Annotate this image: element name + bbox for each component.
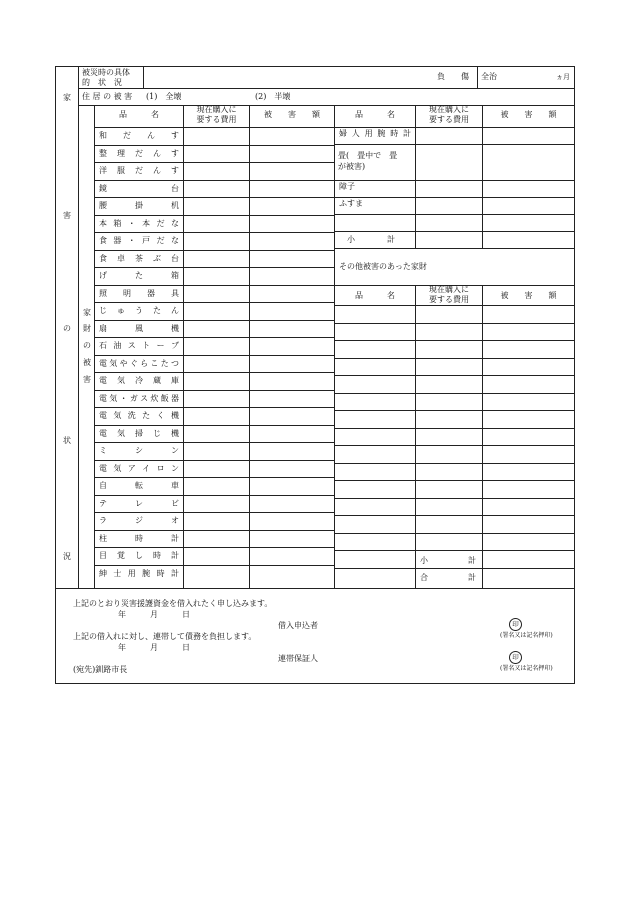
right-item-1 [339, 130, 411, 138]
col-line-l1 [183, 105, 184, 588]
right-row-line [334, 231, 574, 232]
label-char: 自 [99, 481, 107, 490]
label-char: ん [153, 148, 161, 158]
right-row-line [334, 428, 574, 429]
left-row-line [94, 460, 334, 461]
right-row-line [334, 127, 574, 128]
right-row-line [334, 445, 574, 446]
right-item-2-line1: 畳( 畳中で 畳 [338, 151, 398, 160]
right-row-line [334, 323, 574, 324]
right-row-line [334, 248, 574, 249]
header-damage-right-2: 被 害 額 [500, 291, 557, 300]
label-char: ・ [127, 218, 136, 228]
label-char: 電 [99, 411, 107, 420]
right-row-line [334, 533, 574, 534]
label-char: テ [99, 498, 107, 508]
right-row-line [334, 515, 574, 516]
right-item-3: 障子 [339, 182, 355, 191]
header-item-right-2: 品 名 [355, 291, 395, 300]
left-row-line [94, 250, 334, 251]
right-subtotal-2: 小 計 [420, 556, 476, 565]
other-items-label: その他被害のあった家財 [339, 262, 427, 271]
left-row-line [94, 390, 334, 391]
footer-date-1: 年 月 日 [118, 610, 190, 619]
label-char: 電 [99, 393, 107, 403]
label-char: レ [135, 498, 143, 508]
label-char: 本 [99, 218, 107, 228]
label-jou: 状 [63, 436, 71, 445]
label-char: ブ [170, 341, 179, 350]
label-char: 照 [99, 288, 107, 298]
label-char: た [142, 411, 151, 420]
label-char: ス [127, 341, 136, 350]
label-char: ー [156, 341, 165, 350]
label-char: 飯 [160, 393, 169, 403]
label-char: 計 [402, 129, 411, 138]
injury-unit: ヵ月 [556, 73, 570, 81]
injury-label: 負 傷 [437, 72, 469, 81]
frame-top [55, 66, 575, 67]
right-row-line [334, 375, 574, 376]
right-total: 合 計 [420, 573, 476, 582]
right-row-line [334, 480, 574, 481]
footer-addressee: (宛先)釧路市長 [73, 665, 128, 674]
left-row-line [94, 547, 334, 548]
label-char: 茶 [135, 253, 143, 263]
label-char: た [135, 271, 143, 280]
left-item-label [99, 272, 179, 280]
table-bottom [55, 588, 575, 589]
left-item-label [99, 430, 179, 438]
label-char: 電 [99, 358, 107, 368]
left-row-line [94, 372, 334, 373]
inner-gai: 害 [83, 375, 91, 384]
right-row-line [334, 463, 574, 464]
left-row-line [94, 407, 334, 408]
label-gai: 害 [63, 211, 71, 220]
left-row-line [94, 145, 334, 146]
left-row-line [94, 320, 334, 321]
label-char: 機 [170, 411, 179, 420]
inner-zai: 財 [83, 324, 91, 333]
label-char: ビ [171, 498, 179, 508]
label-char: 機 [171, 323, 179, 333]
label-char: ン [171, 446, 179, 455]
label-char: く [156, 411, 165, 420]
label-char: ジ [135, 516, 143, 525]
label-char: 腕 [142, 568, 151, 578]
label-char: 士 [113, 568, 122, 578]
label-char: 時 [135, 533, 143, 543]
label-char: た [160, 358, 169, 368]
right-row-line [334, 340, 574, 341]
label-char: 腕 [377, 129, 386, 138]
label-char: 気 [109, 358, 118, 368]
left-row-line [94, 425, 334, 426]
label-char: 時 [153, 551, 161, 560]
label-no: の [63, 324, 71, 333]
label-char: や [119, 358, 128, 368]
left-item-label [99, 500, 179, 508]
right-row-line [334, 568, 574, 569]
left-item-label [99, 167, 179, 175]
label-char: な [170, 218, 179, 228]
label-char: 鏡 [99, 183, 107, 193]
left-row-line [94, 162, 334, 163]
left-item-label [99, 482, 179, 490]
footer-guarantor-label: 連帯保証人 [278, 654, 318, 663]
label-ka: 家 [63, 93, 71, 102]
label-char: 腰 [99, 201, 107, 210]
label-char: 箱 [113, 218, 122, 228]
label-char: 石 [99, 341, 107, 350]
label-char: 油 [113, 341, 122, 350]
left-item-label [99, 150, 179, 158]
label-char: 具 [171, 288, 179, 298]
label-char: 電 [99, 463, 107, 473]
label-char: ト [142, 341, 151, 350]
label-char: つ [170, 358, 179, 368]
label-char: 計 [171, 533, 179, 543]
frame-left [55, 66, 56, 684]
label-char: だ [135, 166, 143, 175]
label-char: オ [171, 516, 179, 525]
left-row-line [94, 565, 334, 566]
right-row-line [334, 393, 574, 394]
header-cost-right-2: 要する費用 [429, 115, 469, 124]
label-char: 台 [171, 183, 179, 193]
label-char: 計 [170, 568, 179, 578]
left-item-label [99, 220, 179, 228]
injury-value: 全治 [481, 72, 497, 81]
label-char: 転 [135, 481, 143, 490]
label-char: ス [140, 393, 149, 403]
header-bottom-left [94, 127, 334, 128]
label-char: 気 [113, 411, 122, 420]
label-char: 機 [171, 428, 179, 438]
left-item-label [99, 465, 179, 473]
label-char: 炊 [150, 393, 159, 403]
header-cost-right2-1: 現在購入に [429, 285, 469, 294]
right-row-line [334, 410, 574, 411]
label-char: 掃 [135, 428, 143, 438]
injury-divider [477, 66, 478, 88]
left-item-label [99, 290, 179, 298]
inner-hi: 被 [83, 358, 91, 367]
label-char: 用 [127, 568, 136, 578]
label-char: じ [99, 306, 107, 315]
frame-bottom [55, 683, 575, 684]
desc-label-divider [143, 66, 144, 88]
label-char: ぶ [153, 253, 161, 263]
right-row-line [334, 305, 574, 306]
left-row-line [94, 337, 334, 338]
label-char: 時 [390, 129, 399, 138]
left-item-label [99, 237, 179, 245]
col-line-l2 [249, 105, 250, 588]
label-char: 服 [117, 166, 125, 175]
label-kyou: 況 [63, 552, 71, 561]
col-line-label [78, 66, 79, 588]
label-char: 気 [117, 376, 125, 385]
label-char: 掛 [135, 201, 143, 210]
desc-label-line1: 被災時の具体 [82, 68, 130, 77]
left-row-line [94, 232, 334, 233]
left-item-label [99, 395, 179, 403]
label-char: 時 [156, 568, 165, 578]
label-char: ・ [119, 393, 128, 403]
header-item-right: 品 名 [355, 110, 395, 119]
label-char: 戸 [142, 236, 151, 245]
label-char: 計 [171, 551, 179, 560]
left-row-line [94, 442, 334, 443]
right-row-line [334, 498, 574, 499]
label-char: 車 [171, 481, 179, 490]
inner-no: の [83, 341, 91, 350]
label-char: 箱 [171, 271, 179, 280]
seal-mark-1: 印 [509, 618, 522, 631]
seal-mark-2: 印 [509, 651, 522, 664]
label-char: 紳 [99, 568, 107, 578]
label-char: だ [156, 218, 165, 228]
frame-right [574, 66, 575, 684]
label-char: ん [147, 131, 155, 140]
header-damage-left: 被 害 額 [264, 110, 320, 119]
label-char: 机 [171, 201, 179, 210]
desc-label-line2: 的 状 況 [82, 78, 122, 87]
left-row-line [94, 215, 334, 216]
label-char: す [171, 166, 179, 175]
right-row-line [334, 180, 574, 181]
label-char: 和 [99, 131, 107, 140]
label-char: 庫 [171, 376, 179, 385]
label-char: 明 [123, 288, 131, 298]
top-row-bottom [78, 88, 575, 89]
label-char: イ [142, 463, 151, 473]
label-char: ミ [99, 446, 107, 455]
left-row-line [94, 302, 334, 303]
label-char: 風 [135, 323, 143, 333]
right-subtotal: 小 計 [347, 235, 395, 244]
right-row-line [334, 214, 574, 215]
label-char: ・ [127, 236, 136, 245]
label-char: だ [156, 236, 165, 245]
label-char: 器 [147, 288, 155, 298]
label-char: う [135, 306, 143, 315]
header-damage-right: 被 害 額 [500, 110, 557, 119]
left-row-line [94, 530, 334, 531]
footer-guarantee-text: 上記の借入れに対し、連帯して債務を負担します。 [73, 632, 257, 641]
sign-note-2: (署名又は記名押印) [500, 665, 553, 672]
label-char: 洋 [99, 166, 107, 175]
label-char: な [170, 236, 179, 245]
footer-request-text: 上記のとおり災害援護資金を借入れたく申し込みます。 [73, 599, 273, 608]
label-char: 婦 [339, 129, 347, 138]
label-char: 柱 [99, 533, 107, 543]
label-char: ガ [129, 393, 138, 403]
label-char: 用 [364, 129, 373, 138]
label-char: 洗 [127, 411, 136, 420]
left-row-line [94, 197, 334, 198]
left-item-label [99, 517, 179, 525]
label-char: だ [123, 131, 131, 140]
label-char: じ [153, 428, 161, 438]
label-char: し [135, 551, 143, 560]
label-char: 食 [99, 253, 107, 263]
label-char: す [171, 148, 179, 158]
header-cost-left-2: 要する費用 [196, 115, 237, 124]
label-char: ん [171, 306, 179, 315]
footer-date-2: 年 月 日 [118, 643, 190, 652]
sign-note-1: (署名又は記名押印) [500, 632, 553, 639]
header-cost-left-1: 現在購入に [196, 105, 237, 114]
left-item-label [99, 325, 179, 333]
label-char: 理 [117, 148, 125, 158]
left-row-line [94, 512, 334, 513]
label-char: 気 [109, 393, 118, 403]
left-row-line [94, 180, 334, 181]
label-char: ゅ [117, 306, 125, 315]
header-cost-right-1: 現在購入に [429, 105, 469, 114]
label-char: ら [140, 358, 149, 368]
right-row-line [334, 550, 574, 551]
housing-row-bottom [78, 105, 575, 106]
left-item-label [99, 255, 179, 263]
label-char: 卓 [117, 253, 125, 263]
left-row-line [94, 267, 334, 268]
label-char: だ [135, 148, 143, 158]
left-item-label [99, 185, 179, 193]
left-item-label [99, 412, 179, 420]
label-char: 食 [99, 236, 107, 245]
left-item-label [99, 342, 179, 350]
footer-applicant-label: 借入申込者 [278, 621, 318, 630]
label-char: 本 [142, 218, 151, 228]
left-row-line [94, 495, 334, 496]
label-char: ロ [156, 463, 165, 473]
label-char: ん [153, 166, 161, 175]
housing-opt2: (2) 半壊 [255, 92, 291, 101]
left-row-line [94, 477, 334, 478]
label-char: げ [99, 271, 107, 280]
label-char: 冷 [135, 376, 143, 385]
left-item-label [99, 202, 179, 210]
left-item-label [99, 570, 179, 578]
label-char: ラ [99, 516, 107, 525]
label-char: ン [170, 463, 179, 473]
right-row-line [334, 144, 574, 145]
header-cost-right2-2: 要する費用 [429, 295, 469, 304]
label-char: す [171, 131, 179, 140]
housing-opt1: (1) 全壊 [146, 92, 182, 101]
left-row-line [94, 355, 334, 356]
right-item-4: ふすま [339, 199, 363, 208]
label-char: 台 [171, 253, 179, 263]
label-char: 人 [351, 129, 360, 138]
inner-ka: 家 [83, 308, 91, 317]
label-char: 電 [99, 428, 107, 438]
label-char: 気 [117, 428, 125, 438]
label-char: 器 [113, 236, 122, 245]
left-item-label [99, 360, 179, 368]
col-line-r2b [482, 285, 483, 588]
left-item-label [99, 132, 179, 140]
left-item-label [99, 535, 179, 543]
label-char: シ [135, 446, 143, 455]
label-char: 器 [170, 393, 179, 403]
left-item-label [99, 447, 179, 455]
label-char: 電 [99, 376, 107, 385]
left-item-label [99, 377, 179, 385]
left-item-label [99, 552, 179, 560]
right-item-2-line2: が被害) [338, 162, 366, 171]
right-row-line [334, 358, 574, 359]
col-line-inner [94, 105, 95, 588]
col-line-r1b [415, 285, 416, 588]
label-char: こ [150, 358, 159, 368]
left-row-line [94, 285, 334, 286]
label-char: 目 [99, 551, 107, 560]
label-char: ぐ [129, 358, 138, 368]
left-item-label [99, 307, 179, 315]
label-char: 蔵 [153, 376, 161, 385]
label-char: ア [127, 463, 136, 473]
housing-label: 住 居 の 被 害 [82, 92, 133, 101]
label-char: 扇 [99, 323, 107, 333]
label-char: 覚 [117, 551, 125, 560]
label-char: た [153, 306, 161, 315]
header-item-left: 品 名 [119, 110, 159, 119]
label-char: 気 [113, 463, 122, 473]
label-char: 整 [99, 148, 107, 158]
right-row-line [334, 197, 574, 198]
